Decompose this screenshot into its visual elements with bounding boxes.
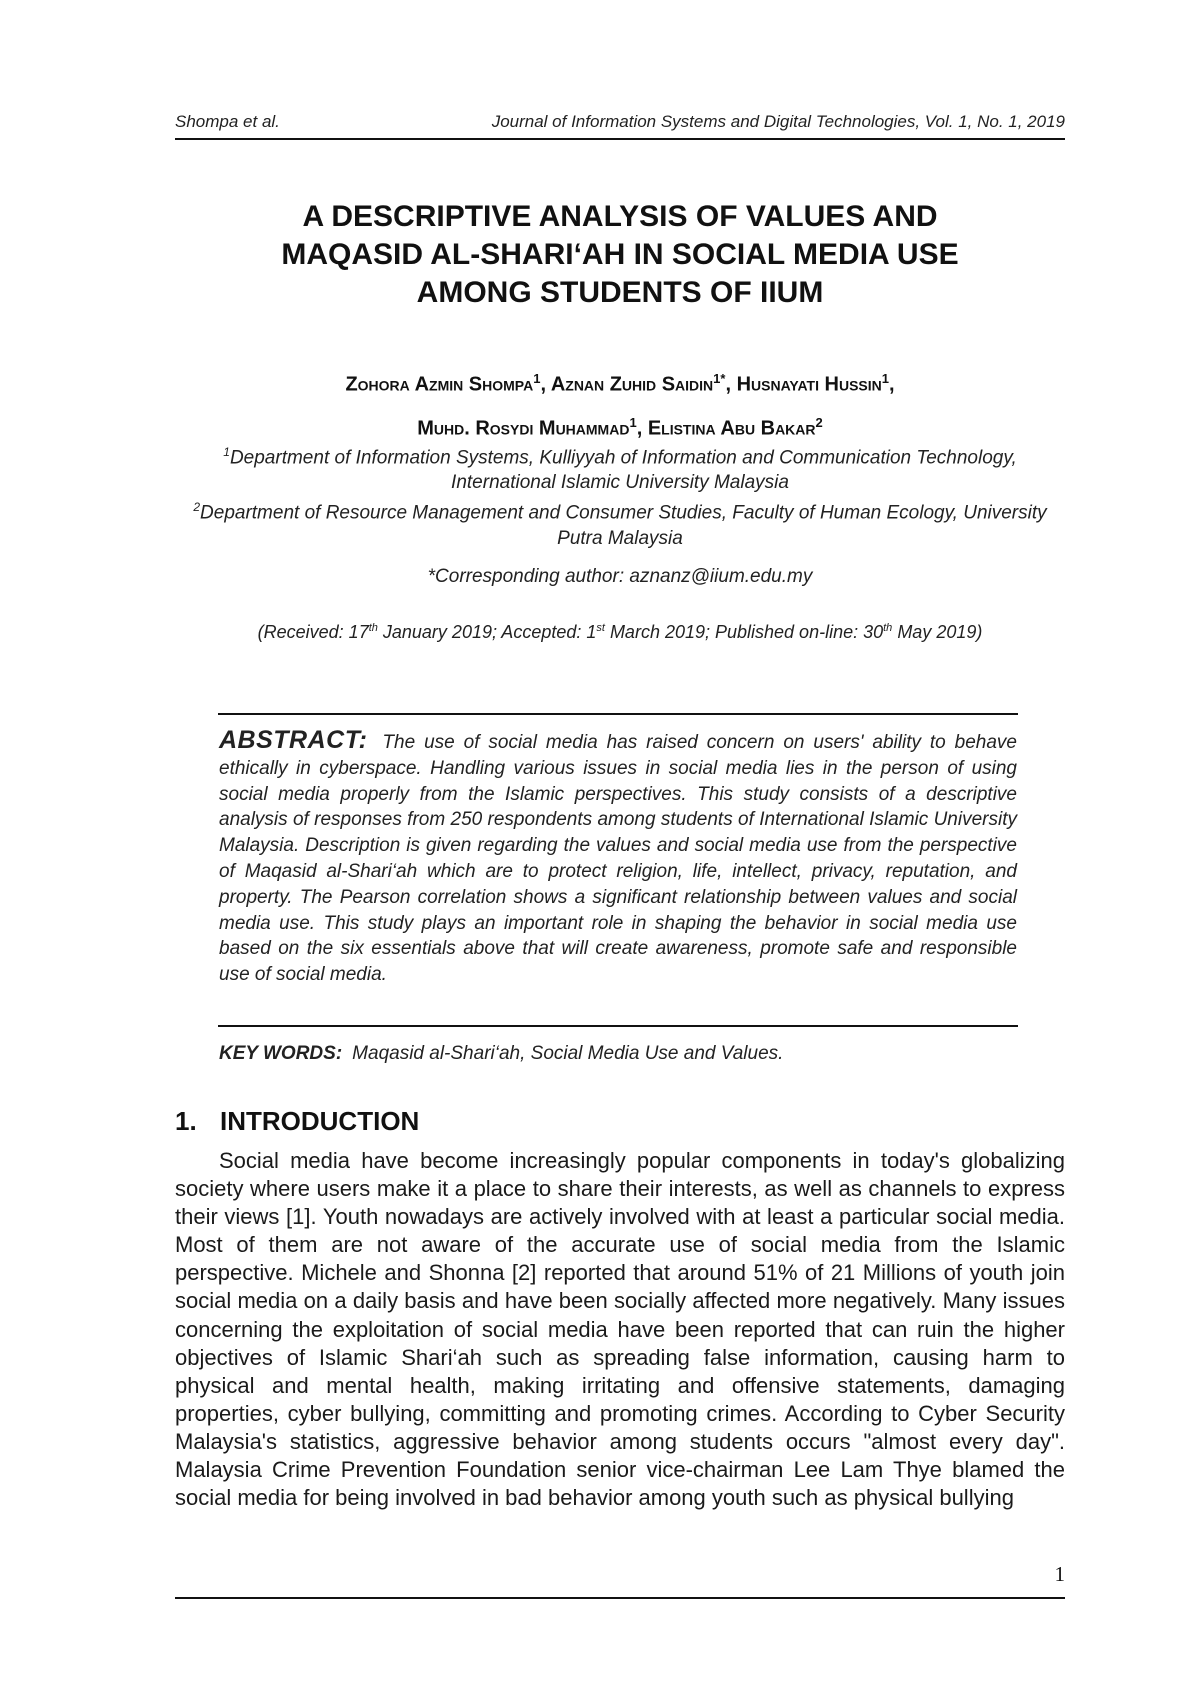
- title-line-3: AMONG STUDENTS OF IIUM: [416, 276, 824, 309]
- author-name: Muhd. Rosydi Muhammad: [417, 417, 630, 440]
- affiliation-text: Department of Resource Management and Consumer Studies, Faculty of Human Ecology, University Putra Malaysia: [200, 502, 1047, 549]
- affiliation-2: [180, 495, 1060, 550]
- accepted-date: January 2019; Accepted: 1: [377, 622, 597, 642]
- body-paragraph: Social media have become increasingly popular components in today's globalizing society where users make it a place to share their interests, as well as channels to express their views [1]. Youth nowadays are actively involved with at least a particular social media. Most of them are not aware of the accurate use of social media from the Islamic perspective. Michele and Shonna [2] reported that around 51% of 21 Millions of youth join social media on a daily basis and have been socially affected more negatively. Many issues concerning the exploitation of social media have been reported that can ruin the higher objectives of Islamic Shari‘ah such as spreading false information, causing harm to physical and mental health, making irritating and offensive statements, damaging properties, cyber bullying, committing and promoting crimes. According to Cyber Security Malaysia's statistics, aggressive behavior among students occurs "almost every day". Malaysia Crime Prevention Foundation senior vice-chairman Lee Lam Thye blamed the social media for being involved in bad behavior among youth such as physical bullying: [175, 1148, 1065, 1511]
- keywords: [219, 1043, 1017, 1065]
- author-affil-mark: 1: [629, 414, 637, 430]
- ordinal-suffix: st: [596, 622, 605, 634]
- keywords-label: KEY WORDS:: [219, 1043, 343, 1064]
- section-heading: [175, 1106, 1065, 1137]
- author-line-1: Zohora Azmin Shompa$^1$, Aznan Zuhid Saidin$^{1*}$, Husnayati Hussin$^1$,: [345, 371, 895, 396]
- publication-dates: [225, 616, 1015, 645]
- author-affil-mark: 1: [881, 371, 889, 386]
- header-journal: Journal of Information Systems and Digital Technologies, Vol. 1, No. 1, 2019: [491, 112, 1065, 131]
- affiliation-mark: 2: [193, 500, 201, 515]
- affiliation-mark: 1: [223, 445, 230, 459]
- keywords-text: Maqasid al-Shari‘ah, Social Media Use and Values.: [352, 1043, 784, 1064]
- received-date: (Received: 17: [257, 622, 369, 642]
- author-name: Zohora Azmin Shompa: [345, 373, 534, 396]
- section-number: 1.: [175, 1106, 197, 1136]
- paper-title: [200, 198, 1040, 312]
- corresponding-author: *Corresponding author: aznanz@iium.edu.my: [427, 566, 813, 587]
- published-date: March 2019; Published on-line: 30: [604, 622, 884, 642]
- author-line-2: Muhd. Rosydi Muhammad$^1$, Elistina Abu Bakar$^2$: [417, 414, 823, 440]
- author-name: Elistina Abu Bakar: [647, 417, 816, 440]
- header-rule: [175, 138, 1065, 140]
- ordinal-suffix: th: [368, 622, 378, 634]
- section-title: INTRODUCTION: [220, 1106, 420, 1136]
- ordinal-suffix: th: [883, 622, 893, 634]
- author-affil-mark: 1*: [713, 371, 726, 386]
- abstract-text: The use of social media has raised concern on users' ability to behave ethically in cyberspace. Handling various issues in social media lies in the person of using social media properly from the Islamic perspectives. This study consists of a descriptive analysis of responses from 250 respondents among students of International Islamic University Malaysia. Description is given regarding the values and social media use from the perspective of Maqasid al-Shari‘ah which are to protect religion, life, intellect, privacy, reputation, and property. The Pearson correlation shows a significant relationship between values and social media use. This study plays an important role in shaping the behavior in social media use based on the six essentials above that will create awareness, promote safe and responsible use of social media.: [219, 732, 1017, 986]
- published-date-end: May 2019): [892, 622, 983, 642]
- title-line-1: A DESCRIPTIVE ANALYSIS OF VALUES AND: [302, 200, 938, 233]
- page-number: 1: [1054, 1562, 1065, 1586]
- header-authors: Shompa et al.: [175, 112, 280, 131]
- abstract-label: ABSTRACT:: [219, 726, 368, 754]
- abstract-rule-bottom: [218, 1025, 1018, 1027]
- author-name: Husnayati Hussin: [736, 373, 882, 396]
- footer-rule: [175, 1597, 1065, 1599]
- author-list: [180, 360, 1060, 447]
- author-affil-mark: 2: [815, 414, 823, 430]
- title-line-2: MAQASID AL-SHARI‘AH IN SOCIAL MEDIA USE: [281, 238, 959, 271]
- author-affil-mark: 1: [533, 371, 541, 386]
- affiliation-text: Department of Information Systems, Kulliyyah of Information and Communication Technology, International Islamic University Malaysia: [229, 447, 1017, 494]
- author-name: Aznan Zuhid Saidin: [550, 373, 714, 396]
- affiliation-1: [180, 440, 1060, 495]
- affiliations: [180, 440, 1060, 551]
- abstract-rule-top: [218, 713, 1018, 715]
- running-header: [175, 112, 1065, 132]
- abstract: [219, 728, 1017, 988]
